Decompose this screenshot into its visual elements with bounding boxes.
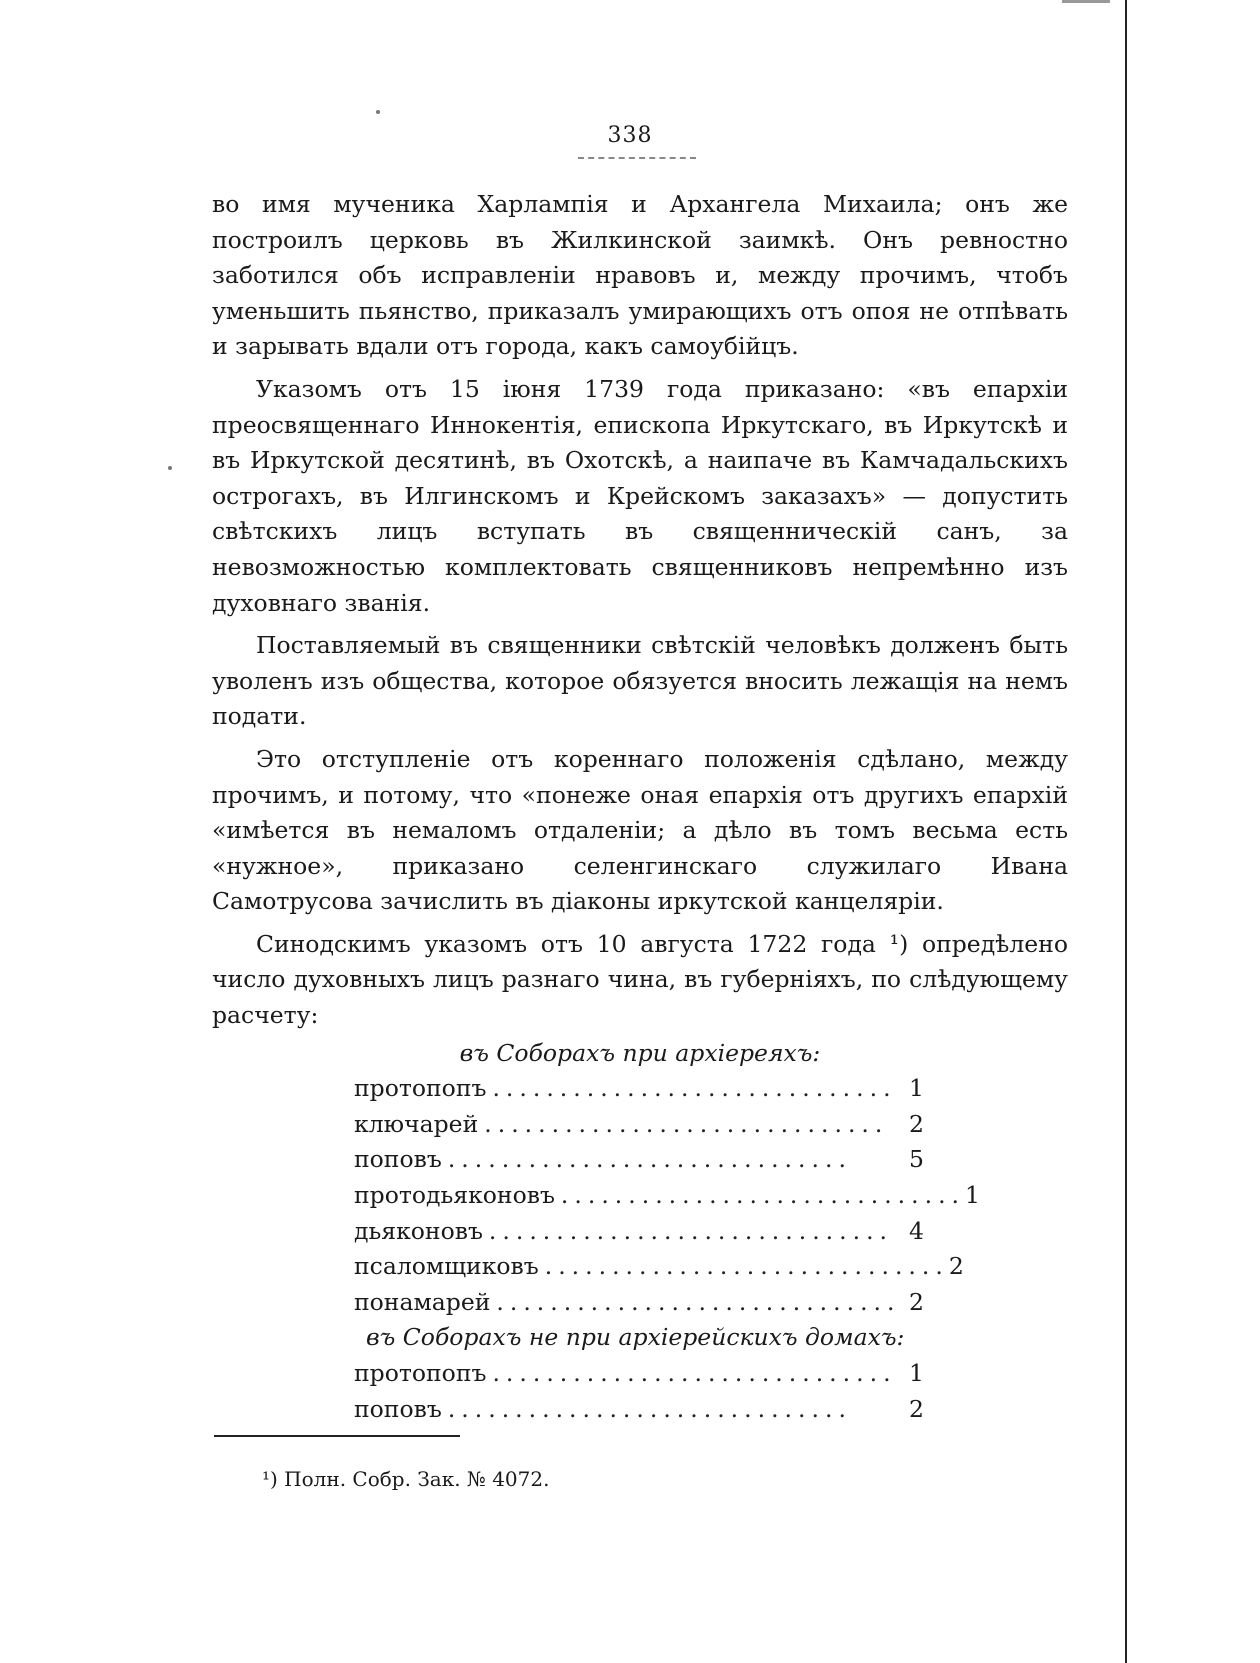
- list-row: [354, 1214, 924, 1250]
- row-count: 2: [909, 1109, 924, 1138]
- footnote-rule: [214, 1435, 460, 1437]
- clergy-list-cathedral-bishop: [354, 1071, 980, 1320]
- dot-leader: ..............................: [492, 1359, 897, 1387]
- row-label: ключарей: [354, 1109, 479, 1138]
- row-label: псаломщиковъ: [354, 1252, 539, 1281]
- page-number: 338: [607, 123, 653, 148]
- list-heading: въ Соборахъ при архіереяхъ:: [459, 1038, 821, 1067]
- list-row: [354, 1249, 964, 1285]
- scan-corner-mark: [1062, 0, 1110, 3]
- row-count: 1: [965, 1181, 980, 1210]
- dot-leader: ..............................: [484, 1109, 889, 1138]
- paragraph: во имя мученика Харлампія и Архангела Михаила; онъ же построилъ церковь въ Жилкинской заимкѣ. Онъ ревностно заботился объ исправленіи нравовъ и, между прочимъ, чтобъ уменьшить пьянство, приказалъ умирающихъ отъ опоя не отпѣвать и зарывать вдали отъ города, какъ самоубійцъ.: [212, 190, 1068, 361]
- row-count: 1: [909, 1074, 924, 1103]
- row-count: 2: [948, 1252, 964, 1281]
- row-count: 4: [909, 1216, 924, 1245]
- row-count: 2: [909, 1394, 924, 1423]
- paragraph: Синодскимъ указомъ отъ 10 августа 1722 года ¹) опредѣлено число духовныхъ лицъ разнаго чина, въ губерніяхъ, по слѣдующему расчету:: [212, 929, 1068, 1030]
- row-count: 5: [909, 1145, 924, 1174]
- row-label: поповъ: [354, 1394, 442, 1423]
- paragraph: Это отступленіе отъ кореннаго положенія сдѣлано, между прочимъ, и потому, что «понеже оная епархія отъ другихъ епархій «имѣется въ немаломъ отдаленіи; а дѣло въ томъ весьма есть «нужное», приказано селенгинскаго служилаго Ивана Самотрусова зачислить въ діаконы иркутской канцеляріи.: [212, 744, 1068, 916]
- clergy-list-cathedral-no-bishop: [354, 1356, 924, 1427]
- list-row: [354, 1071, 924, 1107]
- row-count: 2: [909, 1287, 924, 1316]
- row-label: протопопъ: [354, 1359, 487, 1387]
- scan-speck: [168, 466, 172, 470]
- dot-leader: ..............................: [492, 1074, 897, 1103]
- row-label: поповъ: [354, 1145, 442, 1174]
- list-row: [354, 1285, 924, 1321]
- dot-leader: ..............................: [447, 1394, 852, 1423]
- body-text: [212, 187, 1068, 1427]
- paragraph: Поставляемый въ священники свѣтскій человѣкъ долженъ быть уволенъ изъ общества, которое обязуется вносить лежащія на немъ подати.: [212, 631, 1068, 731]
- dot-leader: ..............................: [560, 1181, 966, 1210]
- list-row: [354, 1142, 924, 1178]
- dot-leader: ..............................: [544, 1252, 949, 1281]
- row-label: протодьяконовъ: [354, 1181, 555, 1210]
- page-edge-rule: [1125, 0, 1127, 1663]
- scan-speck: [376, 110, 380, 114]
- list-row: [354, 1392, 924, 1428]
- list-row: [354, 1107, 924, 1143]
- paragraph: Указомъ отъ 15 іюня 1739 года приказано: «въ епархіи преосвященнаго Иннокентія, епископа Иркутскаго, въ Иркутскѣ и въ Иркутской десятинѣ, въ Охотскѣ, а наипаче въ Камчадальскихъ острогахъ, въ Илгинскомъ и Крейскомъ заказахъ» — допустить свѣтскихъ лицъ вступать въ священническій санъ, за невозможностью комплектовать священниковъ непремѣнно изъ духовнаго званія.: [212, 374, 1068, 617]
- list-heading: въ Соборахъ не при архіерейскихъ домахъ:: [366, 1323, 905, 1352]
- dot-leader: ..............................: [496, 1287, 901, 1316]
- dot-leader: ..............................: [488, 1216, 894, 1245]
- row-label: протопопъ: [354, 1074, 487, 1103]
- list-row: [354, 1178, 980, 1214]
- list-row: [354, 1356, 924, 1392]
- dot-leader: ..............................: [447, 1145, 852, 1174]
- header-rule: [578, 157, 696, 159]
- row-count: 1: [909, 1359, 924, 1387]
- row-label: дьяконовъ: [354, 1216, 483, 1245]
- footnote: ¹) Полн. Собр. Зак. № 4072.: [262, 1467, 550, 1491]
- row-label: понамарей: [354, 1287, 491, 1316]
